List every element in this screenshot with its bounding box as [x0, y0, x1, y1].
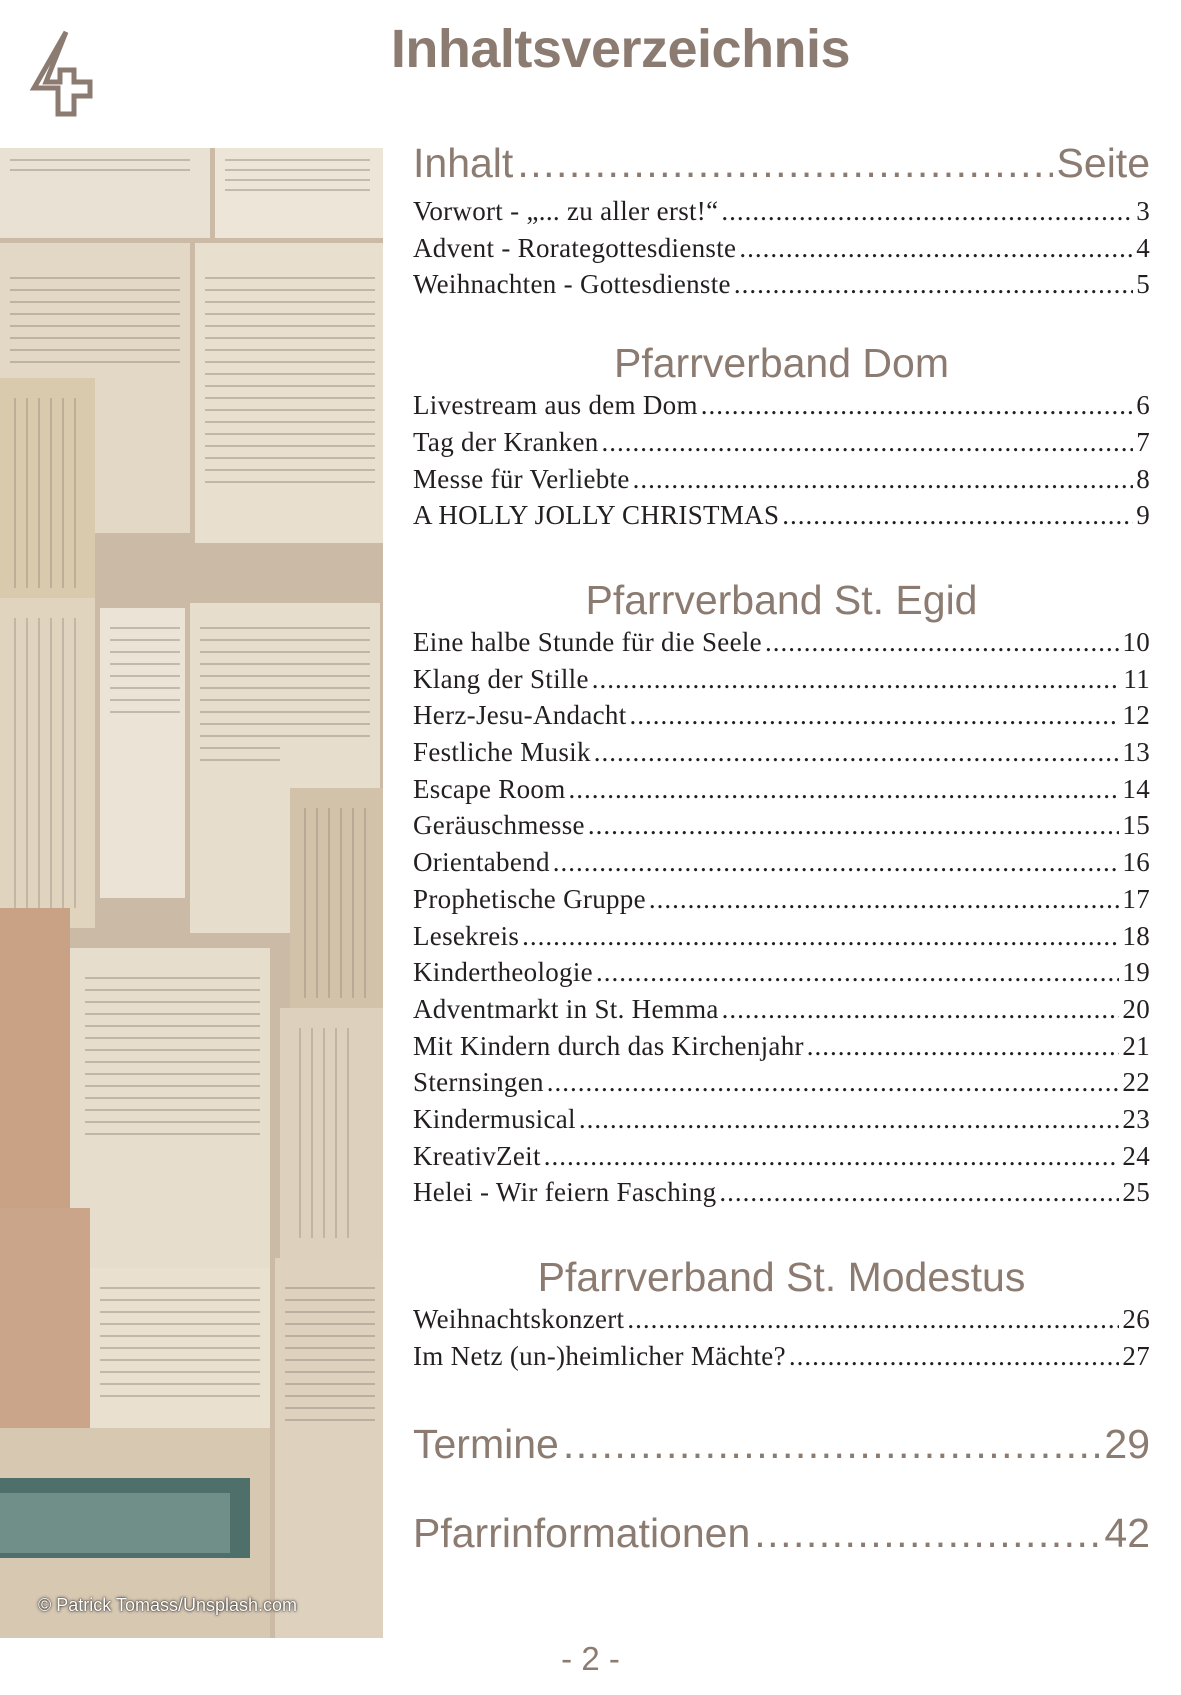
dot-leader [588, 807, 1120, 844]
toc-entry-label: Vorwort - „... zu aller erst!“ [413, 196, 719, 226]
toc-header-label: Inhalt [413, 140, 514, 186]
toc-entry[interactable] [413, 497, 1150, 534]
toc-entry-label: Weihnachtskonzert [413, 1304, 625, 1335]
toc-entry[interactable] [413, 1028, 1150, 1065]
toc-entry-page: 5 [1136, 269, 1150, 300]
toc-entry-label: Mit Kindern durch das Kirchenjahr [413, 1030, 804, 1061]
dot-leader [522, 918, 1119, 955]
section-title-dom: Pfarrverband Dom [614, 340, 949, 387]
dot-leader [547, 1064, 1120, 1101]
toc-entry-label: Weihnachten - Gottesdienste [413, 269, 731, 300]
dot-leader [789, 1338, 1120, 1375]
dot-leader [544, 1138, 1120, 1175]
toc-entry[interactable] [413, 266, 1150, 303]
toc-entry[interactable] [413, 1101, 1150, 1138]
dot-leader [517, 140, 1052, 187]
toc-entry-label: Adventmarkt in St. Hemma [413, 993, 719, 1024]
dot-leader [807, 1028, 1120, 1065]
toc-entry-label: Escape Room [413, 773, 566, 804]
dot-leader [649, 881, 1119, 918]
toc-entry[interactable] [413, 461, 1150, 498]
dot-leader [602, 424, 1134, 461]
dot-leader [592, 661, 1121, 698]
dot-leader [739, 230, 1133, 267]
toc-entry[interactable] [413, 954, 1150, 991]
toc-entry-page: 16 [1122, 847, 1150, 878]
toc-entry-page: 13 [1122, 737, 1150, 768]
toc-entry[interactable] [413, 193, 1150, 230]
dot-leader [719, 1174, 1119, 1211]
toc-entry[interactable] [413, 387, 1150, 424]
toc-entry-page: 23 [1122, 1104, 1150, 1135]
toc-entry-page: 21 [1122, 1030, 1150, 1061]
toc-entry-page: 25 [1122, 1177, 1150, 1208]
toc-entry-termine[interactable] [413, 1421, 1150, 1468]
toc-entry-pfarrinformationen[interactable] [413, 1510, 1150, 1557]
toc-entry-page: 4 [1136, 232, 1150, 263]
toc-entry[interactable] [413, 230, 1150, 267]
toc-entry-label: Sternsingen [413, 1067, 544, 1098]
toc-entry-page: 7 [1136, 426, 1150, 457]
toc-entry-label: Eine halbe Stunde für die Seele [413, 626, 762, 657]
toc-entry-label: Herz-Jesu-Andacht [413, 700, 627, 731]
dot-leader [701, 387, 1133, 424]
toc-entry-page: 12 [1122, 700, 1150, 731]
toc-entry-page: 3 [1136, 196, 1150, 226]
toc-entry-page: 26 [1122, 1304, 1150, 1335]
toc-entry-label: Klang der Stille [413, 663, 589, 694]
toc-entry-page: 27 [1122, 1340, 1150, 1371]
dot-leader [596, 954, 1119, 991]
dot-leader [553, 844, 1120, 881]
toc-entry-page: 29 [1104, 1420, 1150, 1467]
dot-leader [734, 266, 1133, 303]
toc-entry-page: 8 [1136, 463, 1150, 494]
toc-entry[interactable] [413, 734, 1150, 771]
toc-entry[interactable] [413, 1174, 1150, 1211]
dot-leader [722, 991, 1120, 1028]
toc-entry[interactable] [413, 624, 1150, 661]
toc-entry-label: Geräuschmesse [413, 810, 585, 841]
dot-leader [765, 624, 1119, 661]
dot-leader [630, 697, 1120, 734]
toc-entry-label: Advent - Rorategottesdienste [413, 232, 737, 263]
toc-entry[interactable] [413, 771, 1150, 808]
toc-header [413, 140, 1150, 187]
toc-entry[interactable] [413, 661, 1150, 698]
toc-entry[interactable] [413, 881, 1150, 918]
toc-entry[interactable] [413, 1064, 1150, 1101]
toc-entry-label: Kindertheologie [413, 957, 593, 988]
toc-entry-label: Pfarrinformationen [413, 1509, 751, 1556]
toc-entry-page: 14 [1122, 773, 1150, 804]
toc-entry-page: 9 [1136, 500, 1150, 531]
dot-leader [633, 461, 1134, 498]
toc-entry-label: Tag der Kranken [413, 426, 599, 457]
toc-entry-label: Prophetische Gruppe [413, 883, 646, 914]
toc-entry-label: Im Netz (un-)heimlicher Mächte? [413, 1340, 786, 1371]
toc-entry-label: Lesekreis [413, 920, 520, 951]
toc-entry[interactable] [413, 807, 1150, 844]
toc-entry-page: 22 [1122, 1067, 1150, 1098]
toc-entry[interactable] [413, 918, 1150, 955]
toc-entry-label: KreativZeit [413, 1140, 541, 1171]
toc-header-page-label: Seite [1056, 140, 1150, 186]
toc-entry-page: 10 [1122, 626, 1150, 657]
toc-entry-label: Messe für Verliebte [413, 463, 630, 494]
toc-entry-label: A HOLLY JOLLY CHRISTMAS [413, 500, 780, 531]
toc-entry-label: Livestream aus dem Dom [413, 390, 698, 421]
toc-entry[interactable] [413, 1301, 1150, 1338]
toc-entry-page: 17 [1122, 883, 1150, 914]
dot-leader [754, 1510, 1100, 1557]
toc-entry-page: 19 [1122, 957, 1150, 988]
toc-entry-label: Kindermusical [413, 1104, 576, 1135]
dot-leader [594, 734, 1120, 771]
toc-entry-label: Termine [413, 1420, 559, 1467]
photo-credit: © Patrick Tomass/Unsplash.com [38, 1595, 298, 1615]
toc-entry[interactable] [413, 991, 1150, 1028]
toc-entry[interactable] [413, 844, 1150, 881]
section-title-st-modestus: Pfarrverband St. Modestus [537, 1254, 1026, 1301]
toc-entry[interactable] [413, 697, 1150, 734]
toc-entry[interactable] [413, 424, 1150, 461]
toc-entry-label: Helei - Wir feiern Fasching [413, 1177, 717, 1208]
toc-entry-page: 15 [1122, 810, 1150, 841]
dot-leader [721, 193, 1133, 230]
page-title: Inhaltsverzeichnis [390, 19, 851, 79]
toc-entry-page: 20 [1122, 993, 1150, 1024]
toc-entry[interactable] [413, 1138, 1150, 1175]
table-of-contents [413, 140, 1150, 1557]
dot-leader [569, 771, 1120, 808]
toc-entry-page: 24 [1122, 1140, 1150, 1171]
toc-entry-label: Orientabend [413, 847, 550, 878]
toc-entry-page: 6 [1136, 390, 1150, 421]
page-number: - 2 - [561, 1640, 620, 1677]
toc-entry-page: 42 [1104, 1509, 1150, 1556]
dot-leader [579, 1101, 1120, 1138]
dot-leader [627, 1301, 1119, 1338]
section-title-st-egid: Pfarrverband St. Egid [585, 576, 978, 623]
dot-leader [563, 1421, 1101, 1468]
toc-entry[interactable] [413, 1338, 1150, 1375]
books-photo [0, 148, 383, 1638]
dot-leader [782, 497, 1133, 534]
toc-entry-page: 18 [1122, 920, 1150, 951]
toc-entry-page: 11 [1123, 663, 1150, 694]
toc-entry-label: Festliche Musik [413, 737, 591, 768]
